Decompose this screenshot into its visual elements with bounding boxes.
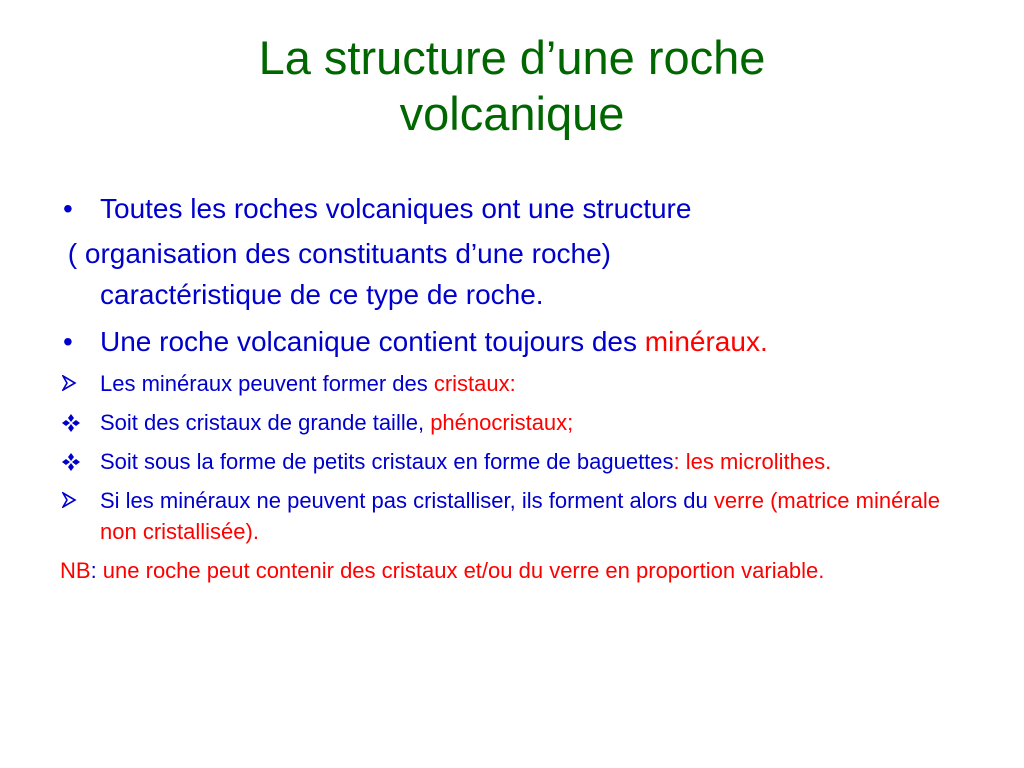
bullet-item-2-main: Une roche volcanique contient toujours des	[100, 326, 645, 357]
sub-item-arrow-1-text	[60, 368, 980, 399]
paragraph-definition-line-1: ( organisation des constituants d’une roche)	[60, 238, 611, 269]
sub-item-diamond-2	[60, 446, 980, 477]
arrow-bullet-icon	[62, 375, 78, 391]
slide-title-line-1: La structure d’une roche	[258, 31, 766, 84]
sub-item-diamond-2-main: Soit sous la forme de petits cristaux en forme de baguettes	[100, 449, 674, 474]
nb-text: une roche peut contenir des cristaux et/ou du verre en proportion variable.	[96, 558, 825, 583]
sub-item-diamond-1-text	[60, 407, 980, 438]
bullet-dot-icon: •	[63, 326, 73, 357]
sub-item-diamond-2-colon: :	[673, 449, 680, 474]
bullet-item-2-text	[60, 321, 980, 362]
arrow-bullet-icon	[62, 492, 78, 508]
nb-note	[60, 555, 980, 586]
slide-title-line-2: volcanique	[399, 87, 625, 140]
sub-item-diamond-1-highlight: phénocristaux;	[430, 410, 574, 435]
bullet-dot-icon: •	[63, 193, 73, 224]
sub-item-arrow-1-main: Les minéraux peuvent former des	[100, 371, 434, 396]
sub-item-arrow-1-highlight: cristaux:	[433, 371, 516, 396]
bullet-item-1-text: Toutes les roches volcaniques ont une structure	[100, 193, 692, 224]
sub-item-diamond-2-highlight: les microlithes.	[679, 449, 832, 474]
nb-colon: :	[90, 558, 97, 583]
sub-item-diamond-2-text	[60, 446, 980, 477]
nb-label: NB	[60, 558, 91, 583]
bullet-item-2	[60, 321, 980, 362]
sub-item-arrow-2-text	[60, 485, 980, 547]
paragraph-definition-line-2: caractéristique de ce type de roche.	[100, 279, 544, 310]
paragraph-definition	[60, 233, 980, 315]
sub-item-diamond-1	[60, 407, 980, 438]
sub-item-arrow-2	[60, 485, 980, 547]
slide-body	[60, 188, 980, 586]
sub-item-arrow-2-main: Si les minéraux ne peuvent pas cristalliser, ils forment alors du	[100, 488, 714, 513]
sub-item-diamond-1-main: Soit des cristaux de grande taille,	[100, 410, 431, 435]
four-diamond-bullet-icon	[62, 414, 80, 432]
sub-item-arrow-2-highlight: verre (matrice minérale non cristallisée).	[100, 488, 941, 544]
bullet-item-1	[60, 188, 980, 229]
slide-title	[0, 30, 1024, 142]
four-diamond-bullet-icon	[62, 453, 80, 471]
bullet-item-2-highlight: minéraux.	[644, 326, 768, 357]
sub-item-arrow-1	[60, 368, 980, 399]
